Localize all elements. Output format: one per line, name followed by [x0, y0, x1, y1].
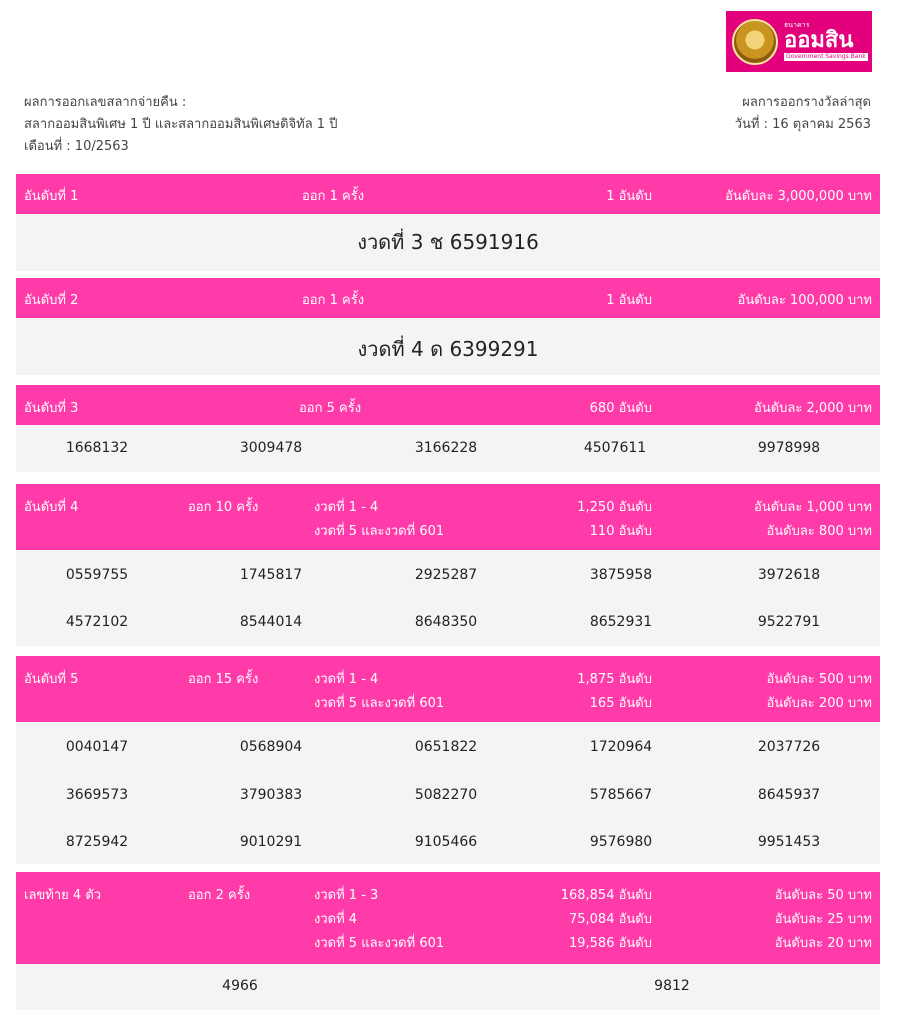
- logo-subtitle: Government Savings Bank: [786, 53, 866, 60]
- prize-draws: ออก 15 ครั้ง: [188, 672, 259, 687]
- prize-numbers-5: [16, 722, 880, 864]
- prize-rank: อันดับที่ 5: [24, 672, 79, 687]
- winning-number: 8652931: [589, 614, 653, 630]
- prize-header-5: [16, 656, 880, 722]
- prize-period: งวดที่ 4: [314, 912, 358, 927]
- prize-count: 1,875 อันดับ: [577, 672, 652, 687]
- winning-number: 1720964: [589, 739, 653, 755]
- prize-period: งวดที่ 5 และงวดที่ 601: [314, 936, 445, 951]
- winning-number: 8645937: [757, 787, 821, 803]
- result-month: เดือนที่ : 10/2563: [24, 139, 129, 154]
- winning-number: 4507611: [583, 440, 647, 456]
- winning-number: 9951453: [757, 834, 821, 850]
- prize-count: 75,084 อันดับ: [568, 912, 652, 927]
- result-date: วันที่ : 16 ตุลาคม 2563: [734, 117, 871, 132]
- prize-rank: อันดับที่ 2: [24, 293, 79, 308]
- winning-number: 1745817: [239, 567, 303, 583]
- prize-period: งวดที่ 1 - 4: [314, 500, 379, 515]
- prize-header-4: [16, 484, 880, 550]
- winning-number: 3669573: [65, 787, 129, 803]
- prize-draws: ออก 2 ครั้ง: [188, 888, 251, 903]
- winning-number: 0559755: [65, 567, 129, 583]
- winning-number: 9105466: [414, 834, 478, 850]
- winning-number: 0040147: [65, 739, 129, 755]
- lottery-type: สลากออมสินพิเศษ 1 ปี และสลากออมสินพิเศษดิจิทัล 1 ปี: [24, 117, 338, 132]
- prize-numbers-3: [16, 425, 880, 472]
- winning-number: งวดที่ 4 ด 6399291: [357, 337, 539, 361]
- prize-numbers-last4: [16, 964, 880, 1010]
- bank-seal-icon: [732, 19, 778, 65]
- winning-number: 0568904: [239, 739, 303, 755]
- prize-header-3: [16, 385, 880, 425]
- winning-number: 4966: [222, 978, 258, 994]
- winning-number: 3972618: [757, 567, 821, 583]
- prize-header-1: [16, 174, 880, 214]
- winning-number: งวดที่ 3 ช 6591916: [357, 230, 539, 254]
- logo-title: ออมสิน: [784, 28, 854, 53]
- prize-amount: อันดับละ 100,000 บาท: [737, 293, 872, 308]
- latest-result-title: ผลการออกรางวัลล่าสุด: [742, 95, 871, 110]
- prize-amount: อันดับละ 50 บาท: [774, 888, 872, 903]
- prize-draws: ออก 1 ครั้ง: [302, 189, 365, 204]
- prize-count: 680 อันดับ: [589, 401, 652, 416]
- winning-number: 0651822: [414, 739, 478, 755]
- prize-result-1: [16, 214, 880, 271]
- winning-number: 9812: [654, 978, 690, 994]
- prize-amount: อันดับละ 800 บาท: [766, 524, 872, 539]
- prize-count: 1,250 อันดับ: [577, 500, 652, 515]
- prize-amount: อันดับละ 1,000 บาท: [754, 500, 872, 515]
- prize-rank: อันดับที่ 3: [24, 401, 79, 416]
- prize-period: งวดที่ 1 - 3: [314, 888, 379, 903]
- winning-number: 3166228: [414, 440, 478, 456]
- prize-amount: อันดับละ 200 บาท: [766, 696, 872, 711]
- prize-amount: อันดับละ 500 บาท: [766, 672, 872, 687]
- prize-period: งวดที่ 5 และงวดที่ 601: [314, 696, 445, 711]
- gsb-logo: [726, 11, 872, 72]
- winning-number: 3009478: [239, 440, 303, 456]
- prize-numbers-4: [16, 550, 880, 646]
- winning-number: 1668132: [65, 440, 129, 456]
- winning-number: 8544014: [239, 614, 303, 630]
- winning-number: 3790383: [239, 787, 303, 803]
- latest-result-info: [735, 92, 871, 136]
- winning-number: 2037726: [757, 739, 821, 755]
- prize-count: 168,854 อันดับ: [560, 888, 652, 903]
- prize-amount: อันดับละ 2,000 บาท: [754, 401, 872, 416]
- prize-count: 165 อันดับ: [589, 696, 652, 711]
- prize-amount: อันดับละ 3,000,000 บาท: [725, 189, 872, 204]
- result-title: ผลการออกเลขสลากจ่ายคืน :: [24, 95, 187, 110]
- prize-count: 19,586 อันดับ: [568, 936, 652, 951]
- prize-result-2: [16, 318, 880, 375]
- prize-header-last4: [16, 872, 880, 964]
- prize-amount: อันดับละ 25 บาท: [774, 912, 872, 927]
- winning-number: 3875958: [589, 567, 653, 583]
- prize-rank: อันดับที่ 4: [24, 500, 79, 515]
- prize-count: 1 อันดับ: [606, 189, 652, 204]
- winning-number: 9522791: [757, 614, 821, 630]
- winning-number: 9978998: [757, 440, 821, 456]
- winning-number: 5082270: [414, 787, 478, 803]
- prize-draws: ออก 10 ครั้ง: [188, 500, 259, 515]
- prize-count: 1 อันดับ: [606, 293, 652, 308]
- prize-rank: เลขท้าย 4 ตัว: [24, 888, 102, 903]
- winning-number: 5785667: [589, 787, 653, 803]
- winning-number: 8725942: [65, 834, 129, 850]
- prize-rank: อันดับที่ 1: [24, 189, 79, 204]
- prize-count: 110 อันดับ: [589, 524, 652, 539]
- winning-number: 9010291: [239, 834, 303, 850]
- prize-period: งวดที่ 1 - 4: [314, 672, 379, 687]
- prize-header-2: [16, 278, 880, 318]
- prize-draws: ออก 1 ครั้ง: [302, 293, 365, 308]
- winning-number: 4572102: [65, 614, 129, 630]
- prize-period: งวดที่ 5 และงวดที่ 601: [314, 524, 445, 539]
- winning-number: 2925287: [414, 567, 478, 583]
- logo-small-text: ธนาคาร: [784, 21, 810, 29]
- result-info: [24, 92, 337, 158]
- prize-draws: ออก 5 ครั้ง: [299, 401, 362, 416]
- winning-number: 8648350: [414, 614, 478, 630]
- prize-amount: อันดับละ 20 บาท: [774, 936, 872, 951]
- winning-number: 9576980: [589, 834, 653, 850]
